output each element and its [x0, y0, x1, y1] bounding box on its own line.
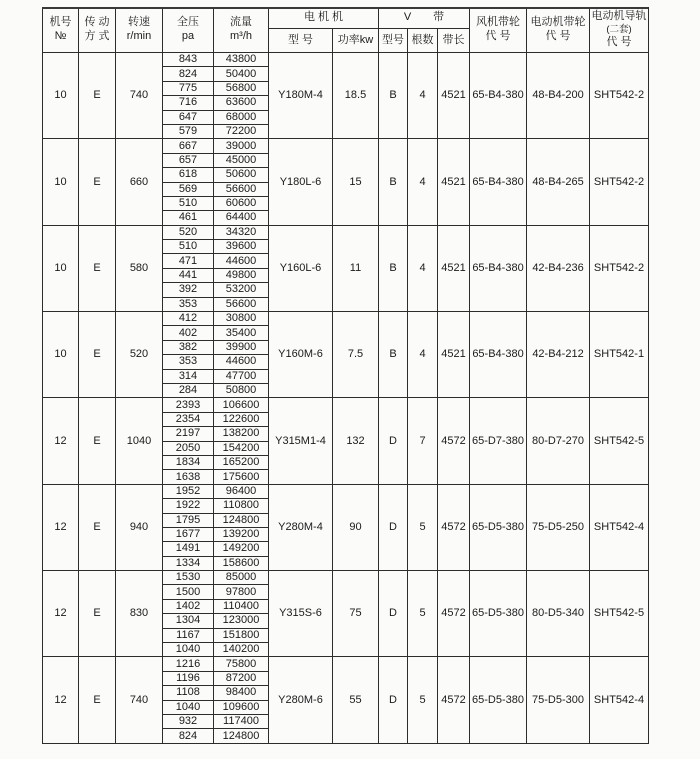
- cell-flow: 56600: [214, 297, 269, 311]
- col-header-fan-pulley: 风机带轮 代 号: [470, 8, 527, 53]
- cell-flow: 124800: [214, 513, 269, 527]
- cell-pressure: 1040: [163, 643, 214, 657]
- cell-flow: 175600: [214, 470, 269, 484]
- cell-flow: 138200: [214, 427, 269, 441]
- cell-flow: 110400: [214, 599, 269, 613]
- col-header-motor-rail: 电动机导轨 (二套) 代 号: [590, 8, 649, 53]
- cell-motor-power: 15: [333, 139, 379, 225]
- cell-motor-rail: SHT542-2: [590, 225, 649, 311]
- cell-vbelt-model: B: [379, 53, 408, 139]
- cell-pressure: 667: [163, 139, 214, 153]
- cell-pressure: 382: [163, 340, 214, 354]
- cell-flow: 158600: [214, 556, 269, 570]
- col-header-motor-power: 功率kw: [333, 29, 379, 53]
- cell-flow: 53200: [214, 283, 269, 297]
- cell-vbelt-count: 5: [408, 484, 438, 570]
- cell-drive: E: [79, 312, 116, 398]
- cell-flow: 97800: [214, 585, 269, 599]
- cell-flow: 56600: [214, 182, 269, 196]
- cell-motor-rail: SHT542-2: [590, 139, 649, 225]
- cell-vbelt-length: 4572: [438, 571, 470, 657]
- cell-pressure: 824: [163, 729, 214, 743]
- cell-motor-pulley: 80-D7-270: [527, 398, 590, 484]
- cell-motor-power: 75: [333, 571, 379, 657]
- cell-flow: 87200: [214, 671, 269, 685]
- cell-flow: 39000: [214, 139, 269, 153]
- table-header: [43, 8, 649, 53]
- col-header-vbelt-count: 根数: [408, 29, 438, 53]
- cell-drive: E: [79, 398, 116, 484]
- cell-flow: 139200: [214, 527, 269, 541]
- cell-vbelt-length: 4521: [438, 225, 470, 311]
- cell-motor-power: 90: [333, 484, 379, 570]
- cell-pressure: 1216: [163, 657, 214, 671]
- cell-vbelt-model: D: [379, 484, 408, 570]
- cell-motor-model: Y180L-6: [269, 139, 333, 225]
- cell-pressure: 657: [163, 153, 214, 167]
- cell-fan-pulley: 65-B4-380: [470, 225, 527, 311]
- cell-pressure: 471: [163, 254, 214, 268]
- cell-flow: 122600: [214, 412, 269, 426]
- cell-flow: 72200: [214, 124, 269, 138]
- cell-flow: 49800: [214, 268, 269, 282]
- cell-flow: 124800: [214, 729, 269, 743]
- cell-speed: 520: [116, 312, 163, 398]
- cell-pressure: 1108: [163, 686, 214, 700]
- cell-vbelt-length: 4521: [438, 139, 470, 225]
- cell-pressure: 1500: [163, 585, 214, 599]
- cell-flow: 35400: [214, 326, 269, 340]
- cell-pressure: 353: [163, 297, 214, 311]
- cell-drive: E: [79, 225, 116, 311]
- cell-speed: 1040: [116, 398, 163, 484]
- cell-pressure: 441: [163, 268, 214, 282]
- cell-pressure: 1402: [163, 599, 214, 613]
- cell-machine-no: 12: [43, 398, 79, 484]
- table-row: [43, 53, 649, 67]
- cell-pressure: 1167: [163, 628, 214, 642]
- cell-pressure: 1952: [163, 484, 214, 498]
- cell-vbelt-length: 4521: [438, 53, 470, 139]
- cell-pressure: 1677: [163, 527, 214, 541]
- cell-pressure: 520: [163, 225, 214, 239]
- cell-pressure: 716: [163, 96, 214, 110]
- cell-pressure: 1040: [163, 700, 214, 714]
- cell-pressure: 1530: [163, 571, 214, 585]
- cell-drive: E: [79, 53, 116, 139]
- col-header-motor-model: 型 号: [269, 29, 333, 53]
- cell-vbelt-count: 4: [408, 53, 438, 139]
- cell-flow: 34320: [214, 225, 269, 239]
- table-top-partial-border: [42, 7, 648, 9]
- cell-machine-no: 10: [43, 312, 79, 398]
- cell-vbelt-length: 4521: [438, 312, 470, 398]
- cell-flow: 45000: [214, 153, 269, 167]
- cell-motor-model: Y280M-6: [269, 657, 333, 743]
- cell-pressure: 314: [163, 369, 214, 383]
- cell-flow: 63600: [214, 96, 269, 110]
- cell-vbelt-length: 4572: [438, 657, 470, 743]
- table-row: [43, 398, 649, 412]
- cell-flow: 39900: [214, 340, 269, 354]
- cell-vbelt-model: D: [379, 398, 408, 484]
- cell-motor-pulley: 42-B4-212: [527, 312, 590, 398]
- cell-drive: E: [79, 571, 116, 657]
- cell-flow: 96400: [214, 484, 269, 498]
- cell-flow: 106600: [214, 398, 269, 412]
- col-header-drive: 传 动 方 式: [79, 8, 116, 53]
- cell-flow: 44600: [214, 355, 269, 369]
- cell-motor-rail: SHT542-1: [590, 312, 649, 398]
- cell-machine-no: 12: [43, 571, 79, 657]
- cell-vbelt-model: D: [379, 571, 408, 657]
- cell-vbelt-length: 4572: [438, 398, 470, 484]
- cell-pressure: 510: [163, 240, 214, 254]
- cell-vbelt-model: B: [379, 225, 408, 311]
- cell-pressure: 618: [163, 168, 214, 182]
- cell-pressure: 1795: [163, 513, 214, 527]
- cell-motor-model: Y315S-6: [269, 571, 333, 657]
- cell-flow: 39600: [214, 240, 269, 254]
- cell-flow: 50400: [214, 67, 269, 81]
- cell-flow: 44600: [214, 254, 269, 268]
- cell-motor-pulley: 48-B4-200: [527, 53, 590, 139]
- col-header-flow: 流量 m³/h: [214, 8, 269, 53]
- cell-flow: 68000: [214, 110, 269, 124]
- cell-motor-rail: SHT542-2: [590, 53, 649, 139]
- cell-flow: 56800: [214, 81, 269, 95]
- col-header-pressure: 全压 pa: [163, 8, 214, 53]
- cell-flow: 98400: [214, 686, 269, 700]
- cell-motor-pulley: 48-B4-265: [527, 139, 590, 225]
- cell-fan-pulley: 65-D7-380: [470, 398, 527, 484]
- cell-drive: E: [79, 139, 116, 225]
- cell-pressure: 1834: [163, 455, 214, 469]
- cell-flow: 151800: [214, 628, 269, 642]
- cell-flow: 149200: [214, 542, 269, 556]
- cell-motor-power: 11: [333, 225, 379, 311]
- cell-flow: 123000: [214, 614, 269, 628]
- cell-drive: E: [79, 484, 116, 570]
- cell-speed: 580: [116, 225, 163, 311]
- cell-motor-pulley: 80-D5-340: [527, 571, 590, 657]
- cell-pressure: 461: [163, 211, 214, 225]
- cell-flow: 30800: [214, 312, 269, 326]
- table-row: [43, 225, 649, 239]
- cell-flow: 75800: [214, 657, 269, 671]
- cell-vbelt-length: 4572: [438, 484, 470, 570]
- cell-pressure: 843: [163, 53, 214, 67]
- cell-vbelt-count: 4: [408, 312, 438, 398]
- cell-motor-model: Y280M-4: [269, 484, 333, 570]
- fan-spec-table: [42, 7, 649, 744]
- cell-motor-rail: SHT542-5: [590, 398, 649, 484]
- table-body: [43, 53, 649, 744]
- cell-pressure: 824: [163, 67, 214, 81]
- cell-machine-no: 10: [43, 53, 79, 139]
- cell-pressure: 1922: [163, 499, 214, 513]
- cell-machine-no: 10: [43, 139, 79, 225]
- cell-motor-rail: SHT542-5: [590, 571, 649, 657]
- cell-vbelt-model: B: [379, 139, 408, 225]
- cell-speed: 740: [116, 657, 163, 743]
- cell-motor-power: 55: [333, 657, 379, 743]
- cell-pressure: 402: [163, 326, 214, 340]
- cell-pressure: 775: [163, 81, 214, 95]
- table-row: [43, 312, 649, 326]
- col-header-machine-no: 机号 №: [43, 8, 79, 53]
- table-row: [43, 139, 649, 153]
- cell-pressure: 2393: [163, 398, 214, 412]
- table-row: [43, 484, 649, 498]
- cell-machine-no: 10: [43, 225, 79, 311]
- cell-pressure: 932: [163, 714, 214, 728]
- cell-motor-rail: SHT542-4: [590, 484, 649, 570]
- cell-pressure: 284: [163, 383, 214, 397]
- cell-motor-model: Y180M-4: [269, 53, 333, 139]
- col-group-motor: 电 机 机: [269, 8, 379, 29]
- cell-flow: 50600: [214, 168, 269, 182]
- cell-flow: 109600: [214, 700, 269, 714]
- cell-motor-model: Y315M1-4: [269, 398, 333, 484]
- cell-pressure: 2050: [163, 441, 214, 455]
- cell-fan-pulley: 65-D5-380: [470, 571, 527, 657]
- cell-flow: 47700: [214, 369, 269, 383]
- cell-speed: 940: [116, 484, 163, 570]
- col-header-vbelt-model: 型号: [379, 29, 408, 53]
- cell-vbelt-count: 7: [408, 398, 438, 484]
- cell-machine-no: 12: [43, 657, 79, 743]
- cell-pressure: 353: [163, 355, 214, 369]
- cell-pressure: 1491: [163, 542, 214, 556]
- cell-vbelt-count: 5: [408, 657, 438, 743]
- cell-pressure: 2354: [163, 412, 214, 426]
- cell-fan-pulley: 65-D5-380: [470, 657, 527, 743]
- table-row: [43, 657, 649, 671]
- cell-flow: 60600: [214, 196, 269, 210]
- cell-flow: 140200: [214, 643, 269, 657]
- cell-motor-model: Y160L-6: [269, 225, 333, 311]
- cell-speed: 740: [116, 53, 163, 139]
- cell-speed: 660: [116, 139, 163, 225]
- cell-vbelt-model: B: [379, 312, 408, 398]
- cell-pressure: 1334: [163, 556, 214, 570]
- cell-pressure: 579: [163, 124, 214, 138]
- col-header-speed: 转速 r/min: [116, 8, 163, 53]
- cell-motor-pulley: 75-D5-300: [527, 657, 590, 743]
- cell-vbelt-count: 4: [408, 139, 438, 225]
- cell-vbelt-count: 5: [408, 571, 438, 657]
- cell-pressure: 647: [163, 110, 214, 124]
- cell-pressure: 412: [163, 312, 214, 326]
- cell-flow: 165200: [214, 455, 269, 469]
- cell-flow: 154200: [214, 441, 269, 455]
- col-header-motor-pulley: 电动机带轮 代 号: [527, 8, 590, 53]
- cell-pressure: 2197: [163, 427, 214, 441]
- cell-fan-pulley: 65-D5-380: [470, 484, 527, 570]
- col-group-vbelt: V 带: [379, 8, 470, 29]
- cell-pressure: 569: [163, 182, 214, 196]
- table-row: [43, 571, 649, 585]
- cell-fan-pulley: 65-B4-380: [470, 312, 527, 398]
- cell-motor-rail: SHT542-4: [590, 657, 649, 743]
- cell-motor-power: 7.5: [333, 312, 379, 398]
- cell-motor-pulley: 42-B4-236: [527, 225, 590, 311]
- cell-vbelt-count: 4: [408, 225, 438, 311]
- cell-pressure: 1196: [163, 671, 214, 685]
- cell-flow: 50800: [214, 383, 269, 397]
- cell-machine-no: 12: [43, 484, 79, 570]
- cell-vbelt-model: D: [379, 657, 408, 743]
- cell-motor-power: 132: [333, 398, 379, 484]
- cell-pressure: 1638: [163, 470, 214, 484]
- col-header-vbelt-length: 带长: [438, 29, 470, 53]
- cell-pressure: 510: [163, 196, 214, 210]
- cell-flow: 85000: [214, 571, 269, 585]
- cell-flow: 43800: [214, 53, 269, 67]
- cell-speed: 830: [116, 571, 163, 657]
- cell-fan-pulley: 65-B4-380: [470, 139, 527, 225]
- cell-flow: 64400: [214, 211, 269, 225]
- cell-flow: 117400: [214, 714, 269, 728]
- cell-pressure: 392: [163, 283, 214, 297]
- cell-pressure: 1304: [163, 614, 214, 628]
- cell-motor-model: Y160M-6: [269, 312, 333, 398]
- cell-motor-pulley: 75-D5-250: [527, 484, 590, 570]
- cell-motor-power: 18.5: [333, 53, 379, 139]
- cell-drive: E: [79, 657, 116, 743]
- cell-fan-pulley: 65-B4-380: [470, 53, 527, 139]
- cell-flow: 110800: [214, 499, 269, 513]
